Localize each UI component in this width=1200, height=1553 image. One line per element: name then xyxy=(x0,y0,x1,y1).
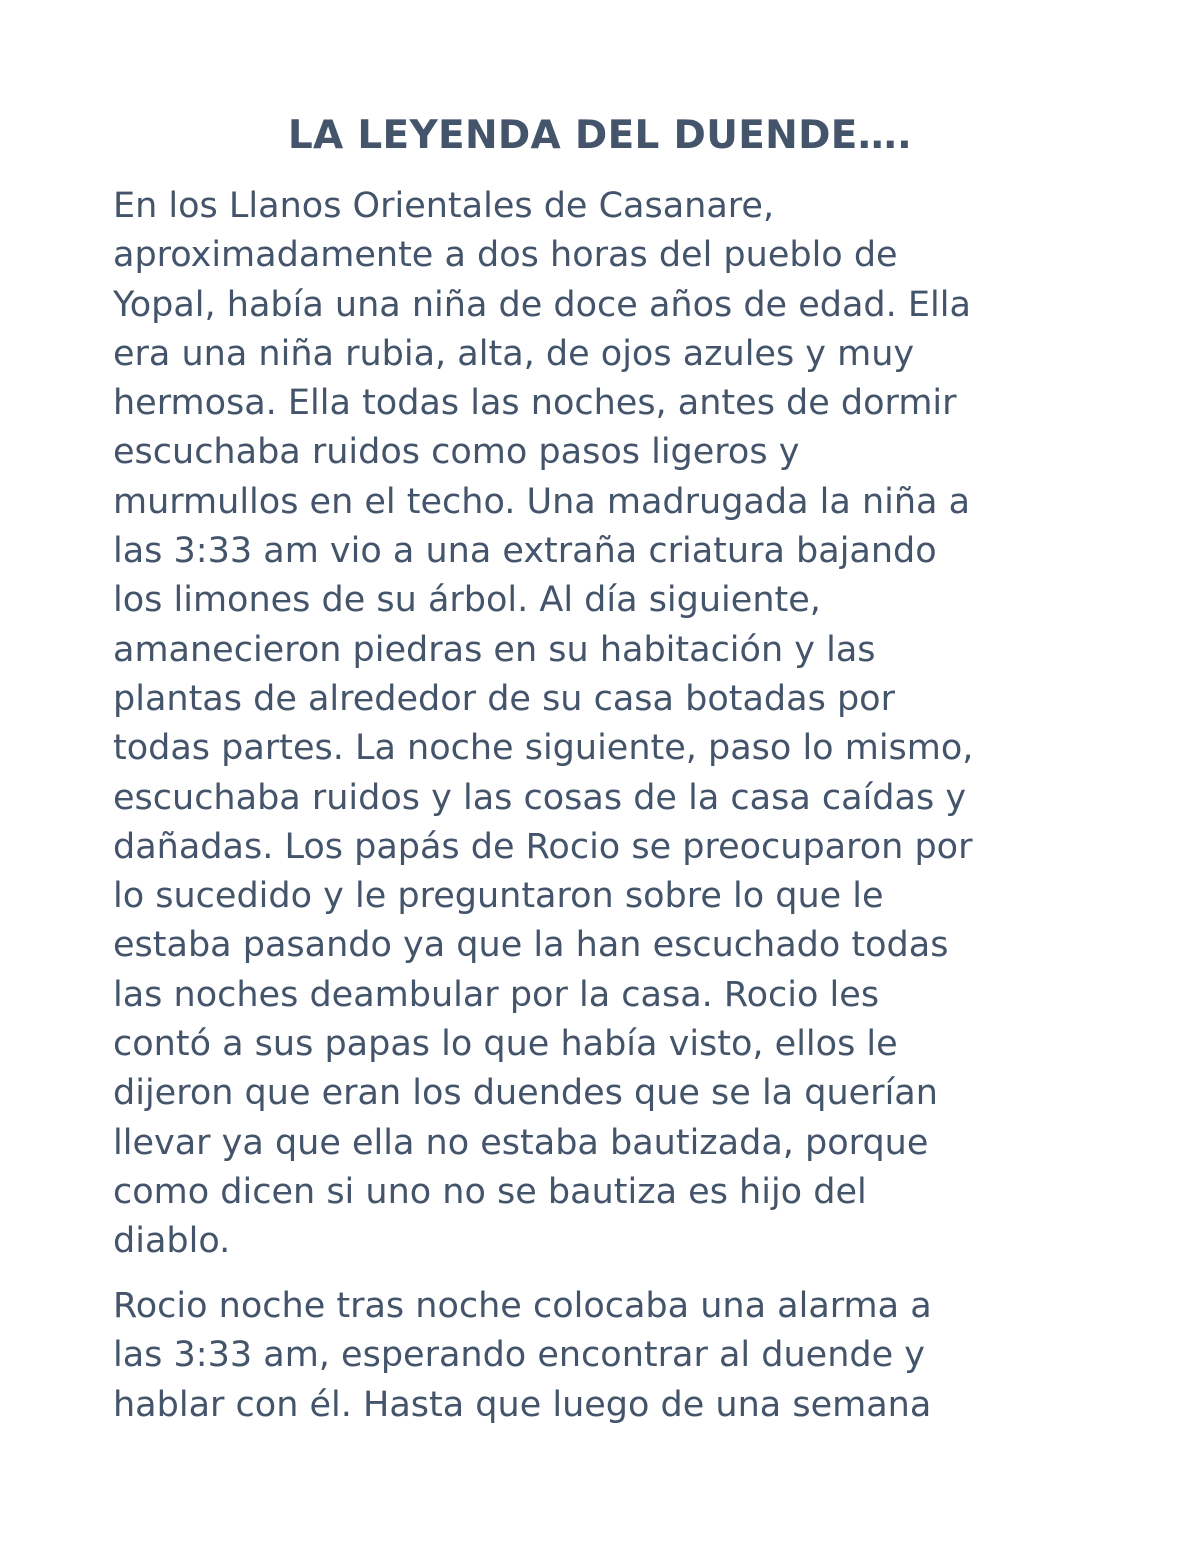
text-line: hablar con él. Hasta que luego de una semana xyxy=(113,1384,932,1425)
text-line: lo sucedido y le preguntaron sobre lo que le xyxy=(113,876,884,917)
text-line: las noches deambular por la casa. Rocio les xyxy=(113,974,880,1015)
text-line: era una niña rubia, alta, de ojos azules y muy xyxy=(113,333,915,374)
text-line: amanecieron piedras en su habitación y las xyxy=(113,629,876,670)
text-line: llevar ya que ella no estaba bautizada, porque xyxy=(113,1122,929,1163)
text-line: murmullos en el techo. Una madrugada la niña a xyxy=(113,481,971,522)
text-line: Rocio noche tras noche colocaba una alarma a xyxy=(113,1286,932,1326)
text-line: escuchaba ruidos como pasos ligeros y xyxy=(113,432,800,473)
text-line: dañadas. Los papás de Rocio se preocuparon por xyxy=(113,826,973,867)
text-line: aproximadamente a dos horas del pueblo de xyxy=(113,235,898,276)
document-title: LA LEYENDA DEL DUENDE…. xyxy=(287,113,913,158)
text-line: escuchaba ruidos y las cosas de la casa caídas y xyxy=(113,777,967,818)
text-line: diablo. xyxy=(113,1221,231,1262)
text-line: dijeron que eran los duendes que se la querían xyxy=(113,1073,938,1114)
text-line: las 3:33 am vio a una extraña criatura bajando xyxy=(113,531,937,572)
text-line: todas partes. La noche siguiente, paso lo mismo, xyxy=(113,728,974,769)
text-line: hermosa. Ella todas las noches, antes de dormir xyxy=(113,383,957,424)
text-line: las 3:33 am, esperando encontrar al duende y xyxy=(113,1335,925,1376)
paragraph-1 xyxy=(113,182,1088,1267)
text-line: Yopal, había una niña de doce años de edad. Ella xyxy=(113,284,971,325)
text-line: estaba pasando ya que la han escuchado todas xyxy=(113,925,949,966)
text-line: plantas de alrededor de su casa botadas por xyxy=(113,678,895,719)
text-line: como dicen si uno no se bautiza es hijo del xyxy=(113,1171,867,1212)
text-line: los limones de su árbol. Al día siguiente, xyxy=(113,580,821,621)
text-line: contó a sus papas lo que había visto, ellos le xyxy=(113,1024,898,1065)
text-line: En los Llanos Orientales de Casanare, xyxy=(113,186,775,226)
paragraph-2 xyxy=(113,1282,1088,1430)
